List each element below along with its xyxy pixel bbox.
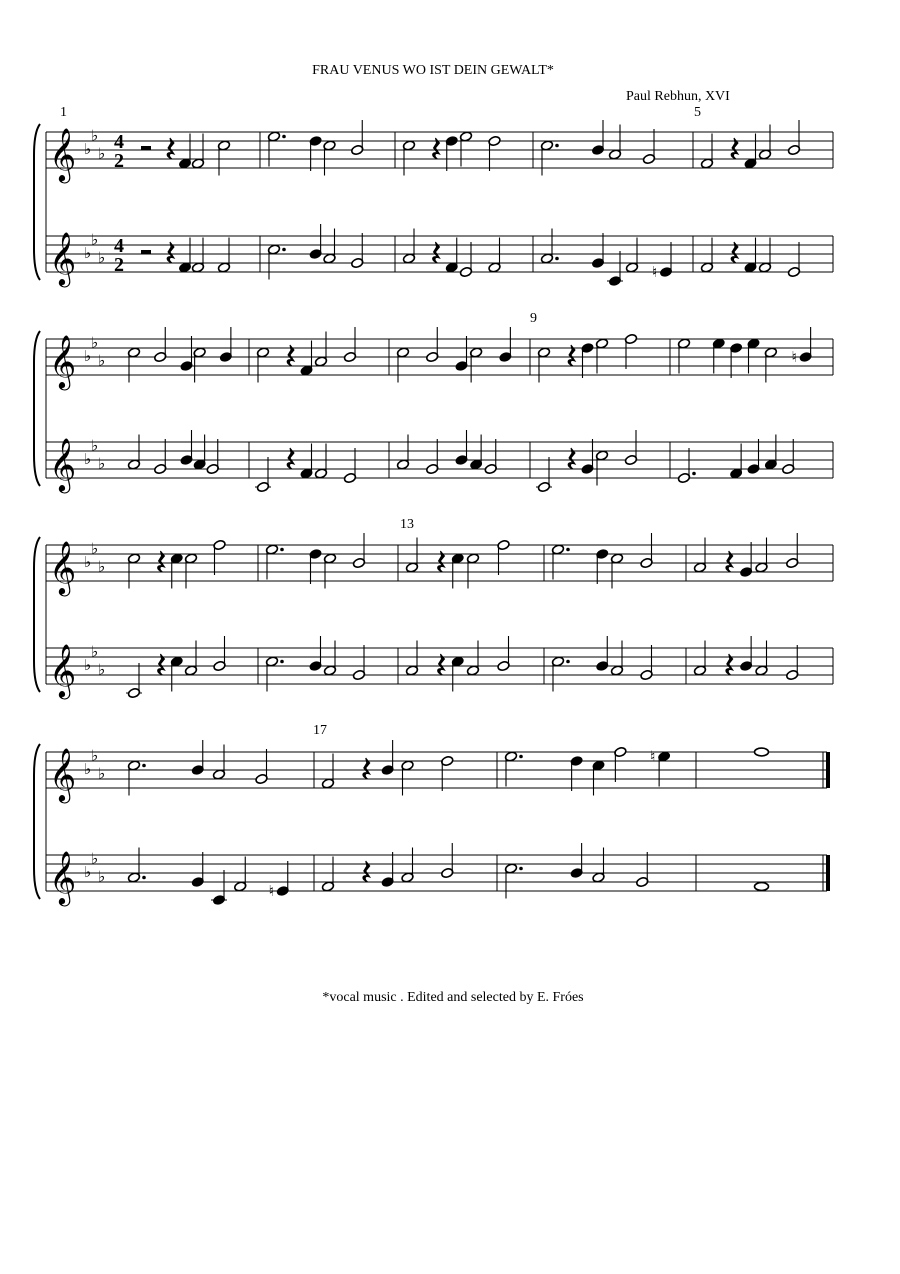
measure-number-5: 5 (694, 105, 701, 120)
measure-number-9: 9 (530, 311, 537, 326)
system-brace (34, 744, 40, 899)
treble-clef-icon: 𝄞 (49, 645, 77, 696)
augmentation-dot (566, 548, 570, 552)
key-flat-icon: ♭ (91, 232, 99, 249)
key-flat-icon: ♭ (91, 438, 99, 455)
system-1 (34, 120, 833, 287)
footnote: *vocal music . Edited and selected by E. Fróes (322, 990, 584, 1005)
key-flat-icon: ♭ (91, 128, 99, 145)
key-flat-icon: ♭ (91, 748, 99, 765)
system-brace (34, 537, 40, 692)
time-signature-numerator: 4 (114, 235, 124, 257)
natural-sign-icon: ♮ (791, 350, 797, 366)
key-flat-icon: ♭ (98, 456, 106, 473)
key-flat-icon: ♭ (84, 142, 92, 158)
natural-sign-icon: ♮ (650, 749, 656, 766)
treble-clef-icon: 𝄞 (49, 542, 77, 593)
natural-sign-icon: ♮ (652, 265, 658, 281)
augmentation-dot (692, 472, 696, 476)
key-flat-icon: ♭ (98, 559, 106, 576)
augmentation-dot (566, 660, 570, 664)
key-flat-icon: ♭ (98, 662, 106, 679)
key-flat-icon: ♭ (91, 541, 99, 558)
system-brace (34, 124, 40, 280)
key-flat-icon: ♭ (91, 644, 99, 661)
natural-sign-icon: ♮ (268, 884, 275, 900)
key-flat-icon: ♭ (84, 865, 92, 881)
system-brace (34, 331, 40, 486)
measure-number-17: 17 (313, 723, 327, 738)
augmentation-dot (555, 257, 559, 261)
augmentation-dot (519, 867, 523, 871)
key-flat-icon: ♭ (98, 250, 106, 267)
piece-title: FRAU VENUS WO IST DEIN GEWALT* (312, 63, 554, 78)
key-flat-icon: ♭ (84, 349, 92, 365)
system-2 (34, 327, 833, 493)
augmentation-dot (142, 764, 146, 768)
key-flat-icon: ♭ (84, 246, 92, 262)
treble-clef-icon: 𝄞 (49, 852, 77, 903)
whole-note (755, 883, 769, 891)
augmentation-dot (555, 144, 559, 148)
augmentation-dot (280, 660, 284, 664)
system-4 (34, 740, 830, 906)
key-flat-icon: ♭ (98, 766, 106, 783)
half-rest (141, 146, 151, 150)
key-flat-icon: ♭ (84, 452, 92, 468)
key-flat-icon: ♭ (84, 762, 92, 778)
whole-note (755, 748, 769, 756)
augmentation-dot (519, 755, 523, 759)
measure-number-13: 13 (400, 517, 414, 532)
augmentation-dot (142, 876, 146, 880)
treble-clef-icon: 𝄞 (49, 749, 77, 800)
augmentation-dot (282, 135, 286, 139)
final-barline-thick (826, 855, 830, 891)
key-flat-icon: ♭ (91, 335, 99, 352)
key-flat-icon: ♭ (84, 555, 92, 571)
augmentation-dot (280, 548, 284, 552)
treble-clef-icon: 𝄞 (49, 336, 77, 387)
composer-credit: Paul Rebhun, XVI (626, 89, 730, 104)
treble-clef-icon: 𝄞 (49, 129, 77, 180)
time-signature-numerator: 4 (114, 131, 124, 153)
key-flat-icon: ♭ (91, 851, 99, 868)
system-3 (34, 533, 833, 699)
treble-clef-icon: 𝄞 (49, 233, 77, 284)
half-rest (141, 250, 151, 254)
augmentation-dot (282, 248, 286, 252)
key-flat-icon: ♭ (98, 353, 106, 370)
final-barline-thick (826, 752, 830, 788)
key-flat-icon: ♭ (98, 146, 106, 163)
key-flat-icon: ♭ (84, 658, 92, 674)
time-signature-denominator: 2 (114, 254, 124, 276)
measure-number-1: 1 (60, 105, 67, 120)
time-signature-denominator: 2 (114, 150, 124, 172)
treble-clef-icon: 𝄞 (49, 439, 77, 490)
key-flat-icon: ♭ (98, 869, 106, 886)
